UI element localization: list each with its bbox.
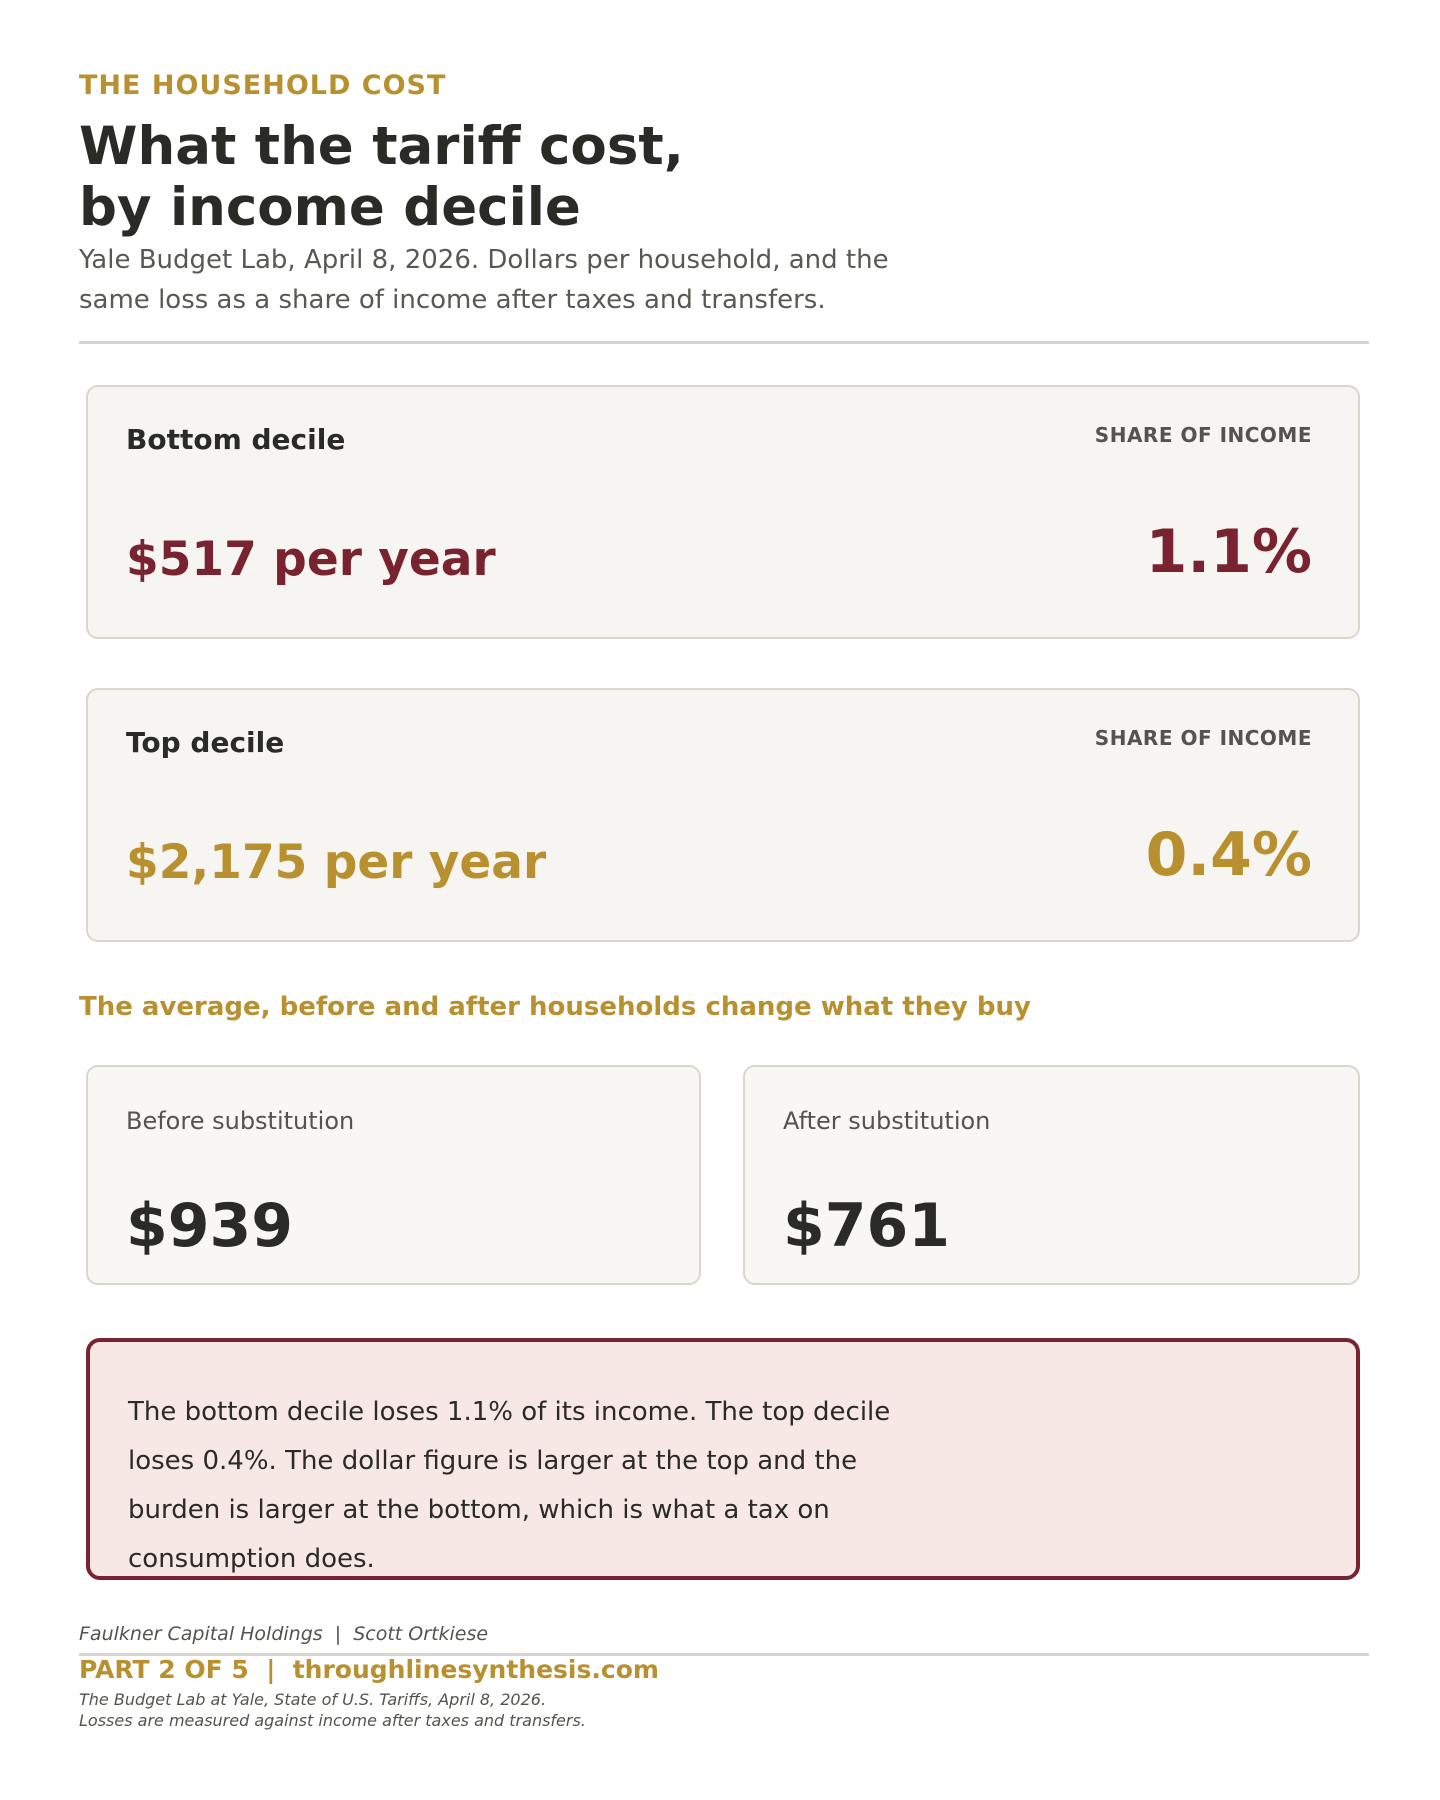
source-line-1: The Budget Lab at Yale, State of U.S. Tariffs, April 8, 2026.: [79, 1690, 547, 1709]
title-line-1: What the tariff cost,: [79, 116, 684, 177]
after-substitution-label: After substitution: [783, 1107, 991, 1135]
subtitle-line-1: Yale Budget Lab, April 8, 2026. Dollars per household, and the: [79, 245, 889, 275]
key-finding-callout: [86, 1338, 1360, 1580]
callout-line-4: consumption does.: [128, 1544, 375, 1574]
average-section-heading: The average, before and after households change what they buy: [79, 992, 1031, 1022]
before-substitution-label: Before substitution: [126, 1107, 355, 1135]
series-and-site: PART 2 OF 5 | throughlinesynthesis.com: [79, 1655, 659, 1684]
decile-name: Top decile: [126, 726, 285, 759]
subtitle-line-2: same loss as a share of income after taxes and transfers.: [79, 285, 826, 315]
bottom-decile-card: [86, 385, 1360, 639]
title-line-2: by income decile: [79, 177, 581, 238]
after-substitution-value: $761: [783, 1191, 950, 1261]
section-eyebrow: THE HOUSEHOLD COST: [79, 70, 447, 101]
top-decile-card: [86, 688, 1360, 942]
decile-name: Bottom decile: [126, 423, 346, 456]
decile-share-value: 1.1%: [1145, 517, 1312, 587]
share-of-income-label: SHARE OF INCOME: [1094, 423, 1312, 447]
share-of-income-label: SHARE OF INCOME: [1094, 726, 1312, 750]
callout-text: [128, 1388, 978, 1584]
source-notes: [79, 1689, 586, 1731]
callout-line-1: The bottom decile loses 1.1% of its income. The top decile: [128, 1397, 891, 1427]
callout-line-2: loses 0.4%. The dollar figure is larger at the top and the: [128, 1446, 858, 1476]
decile-share-value: 0.4%: [1145, 820, 1312, 890]
byline: Faulkner Capital Holdings | Scott Ortkiese: [79, 1623, 489, 1645]
after-substitution-card: [743, 1065, 1360, 1285]
decile-amount: $2,175 per year: [126, 835, 547, 890]
callout-line-3: burden is larger at the bottom, which is what a tax on: [128, 1495, 830, 1525]
page-title: [79, 116, 1179, 238]
source-line-2: Losses are measured against income after taxes and transfers.: [79, 1711, 586, 1730]
before-substitution-value: $939: [126, 1191, 293, 1261]
decile-amount: $517 per year: [126, 532, 496, 587]
page-subtitle: [79, 240, 979, 320]
header-divider: [79, 341, 1369, 344]
before-substitution-card: [86, 1065, 701, 1285]
